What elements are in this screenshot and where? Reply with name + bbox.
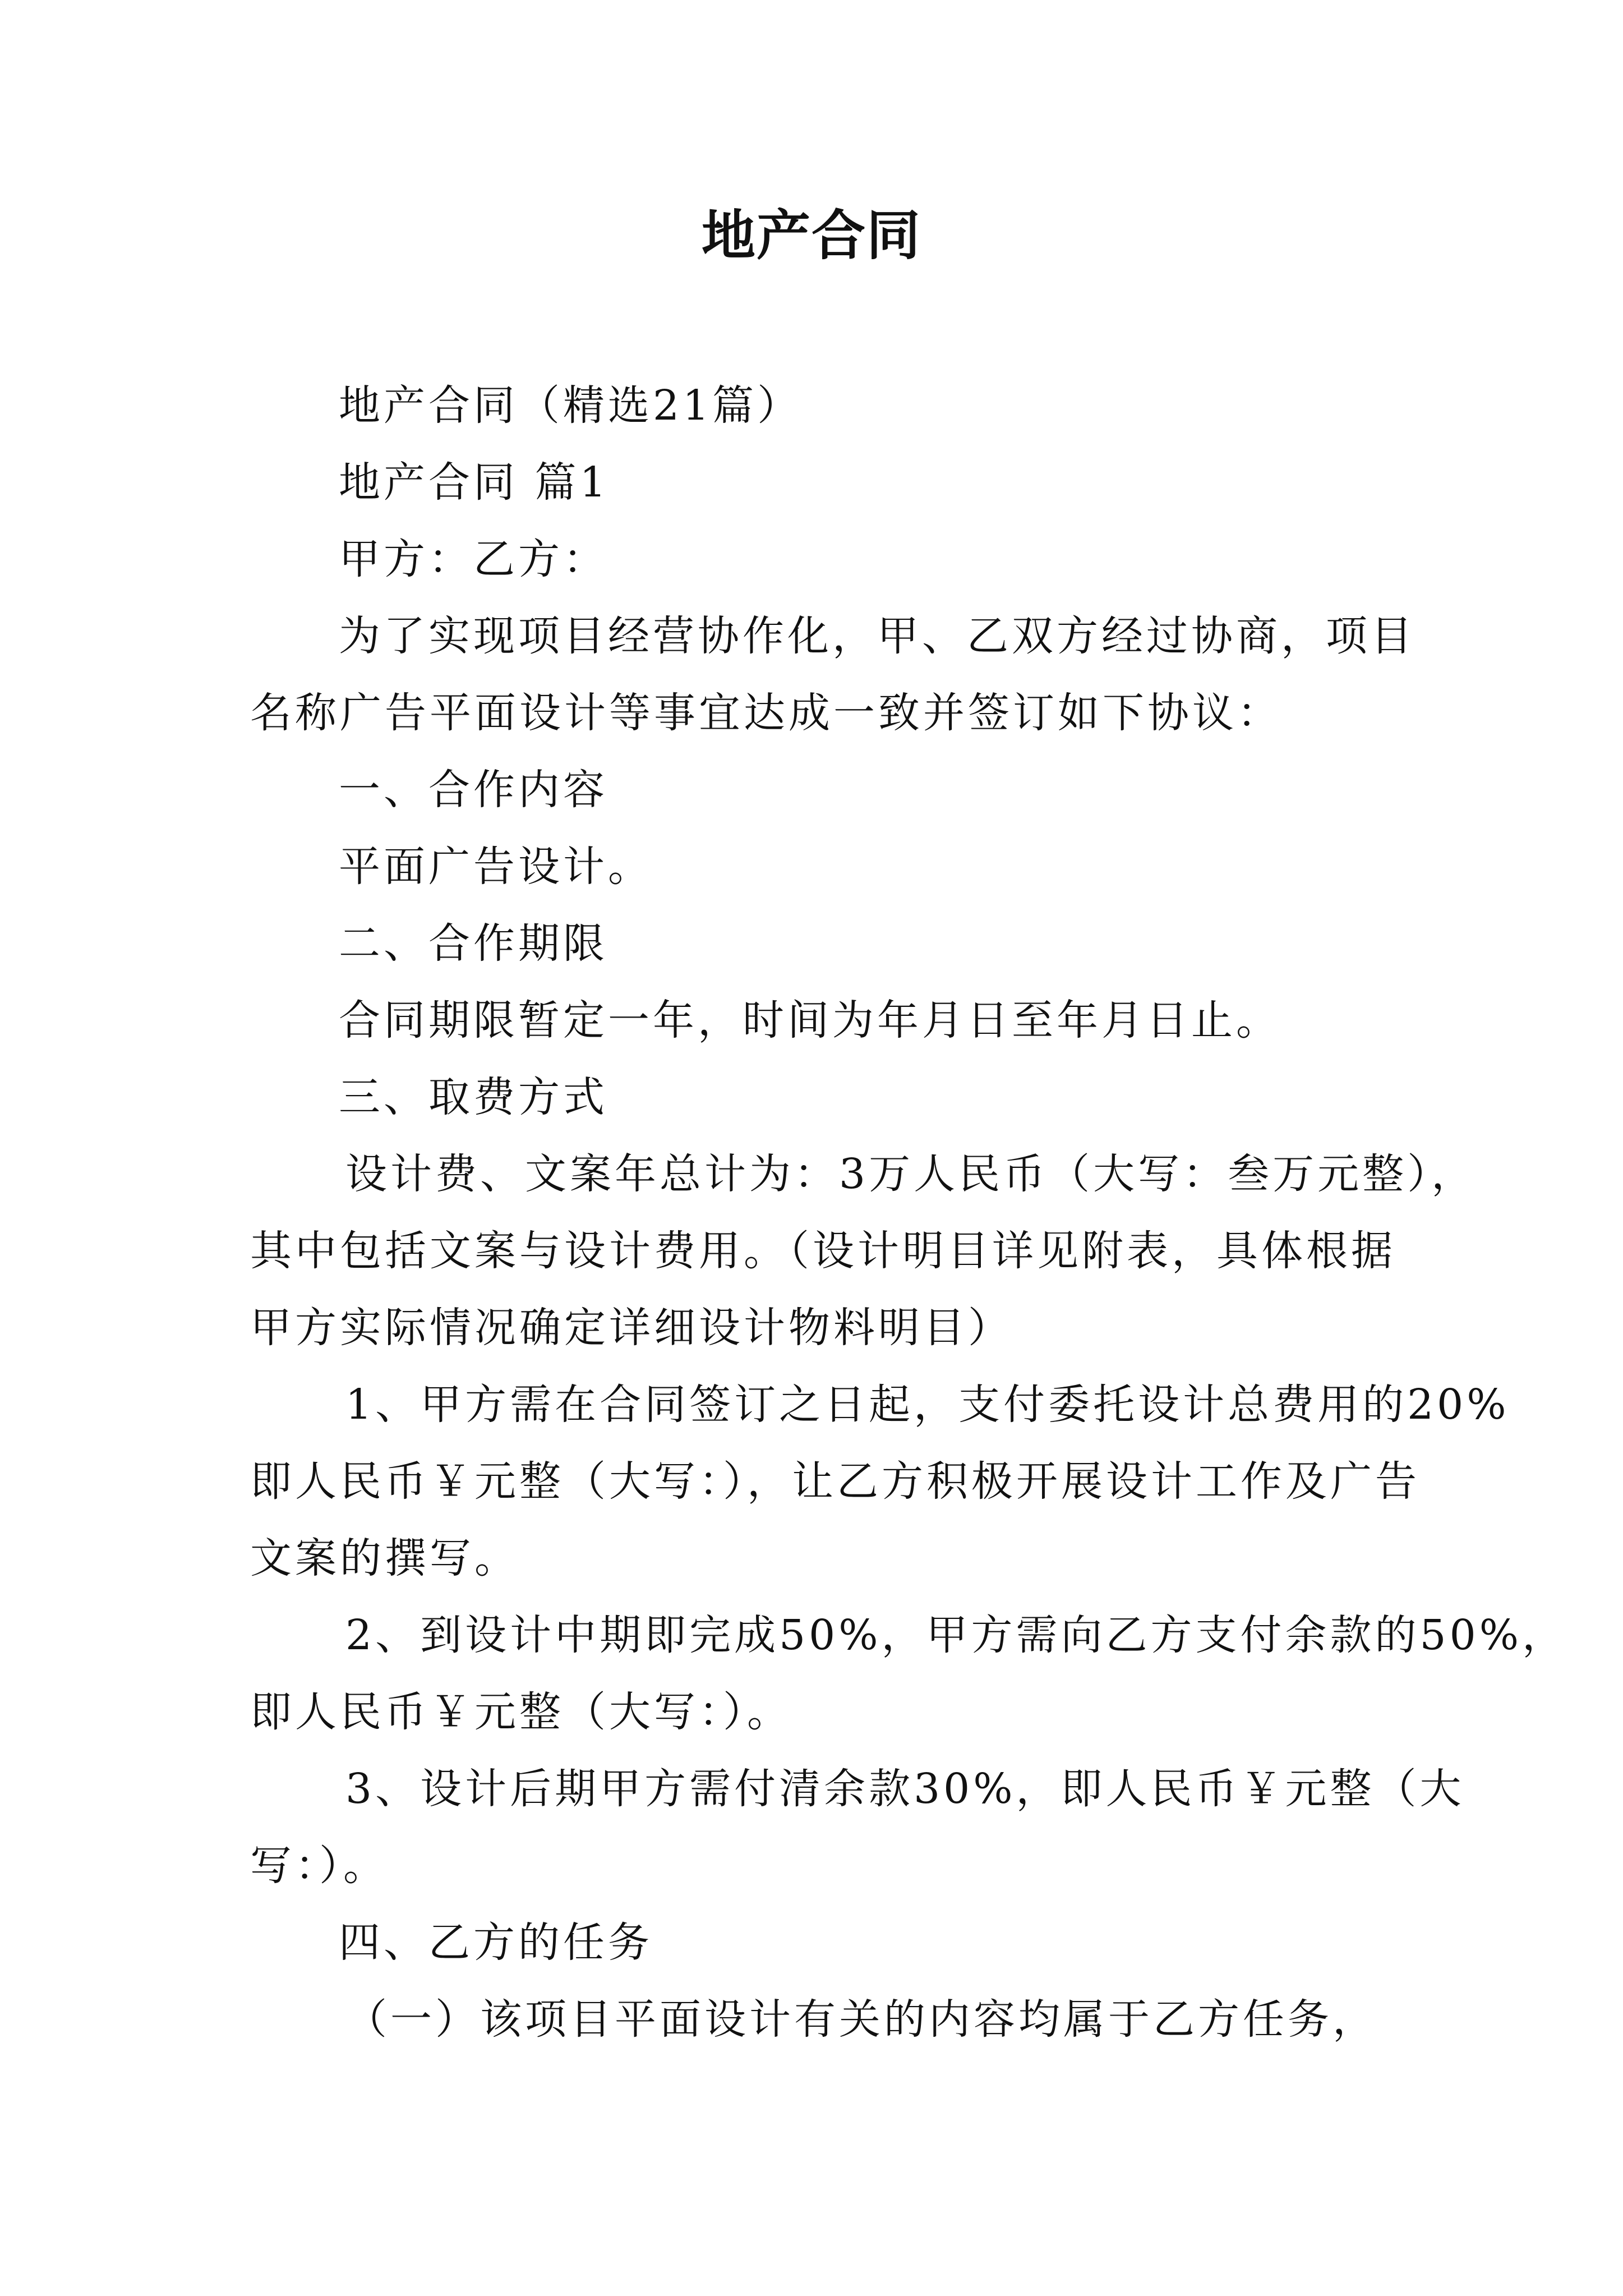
paragraph-line: 1、甲方需在合同签订之日起，支付委托设计总费用的20%: [345, 1381, 1510, 1429]
paragraph-line: 文案的撰写。: [250, 1534, 519, 1582]
paragraph-line: 合同期限暂定一年，时间为年月日至年月日止。: [339, 996, 1281, 1045]
paragraph-line: 写：）。: [250, 1842, 388, 1890]
paragraph-line: 其中包括文案与设计费用。（设计明目详见附表，具体根据: [250, 1227, 1396, 1275]
paragraph-line: 甲方实际情况确定详细设计物料明目）: [250, 1304, 1013, 1352]
paragraph-line: 名称广告平面设计等事宜达成一致并签订如下协议：: [250, 689, 1282, 737]
paragraph-line: 地产合同 篇1: [339, 458, 610, 507]
paragraph-line: 平面广告设计。: [339, 843, 653, 891]
paragraph-line: 即人民币￥元整（大写：），让乙方积极开展设计工作及广告: [250, 1457, 1420, 1506]
section-heading: 二、合作期限: [339, 919, 608, 968]
section-heading: 一、合作内容: [339, 766, 608, 814]
document-title: 地产合同: [702, 204, 921, 267]
paragraph-line: 地产合同（精选21篇）: [339, 381, 803, 430]
section-heading: 三、取费方式: [339, 1073, 608, 1121]
document-body: [250, 367, 1567, 2058]
paragraph-line: 即人民币￥元整（大写：）。: [250, 1688, 792, 1736]
section-heading: 四、乙方的任务: [339, 1918, 653, 1967]
paragraph-line: （一）该项目平面设计有关的内容均属于乙方任务，: [345, 1995, 1377, 2044]
paragraph-line: 设计费、文案年总计为：3万人民币（大写：叁万元整），: [345, 1150, 1477, 1198]
paragraph-line: 为了实现项目经营协作化，甲、乙双方经过协商，项目: [339, 612, 1415, 660]
paragraph-line: 3、设计后期甲方需付清余款30%，即人民币￥元整（大: [345, 1765, 1465, 1813]
paragraph-line: 甲方：乙方：: [339, 535, 608, 583]
paragraph-line: 2、到设计中期即完成50%，甲方需向乙方支付余款的50%，: [345, 1611, 1567, 1659]
